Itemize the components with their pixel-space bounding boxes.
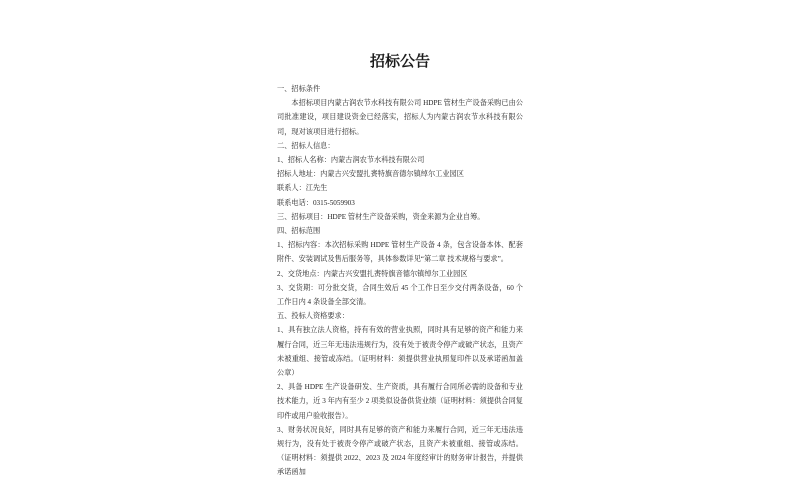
paragraph: 联系人：江先生 [277,184,328,193]
paragraph: 五、投标人资格要求： [277,312,349,321]
paragraph: 四、招标范围 [277,227,321,236]
paragraph: 三、招标项目：HDPE 管材生产设备采购，资金来源为企业自筹。 [277,212,485,221]
paragraph: 3、财务状况良好，同时具有足够的资产和能力来履行合同，近三年无违法违规行为，没有处于被责令停产或破产状态，且资产未被重组、接管或冻结。（证明材料：须提供 2022、2023 及 2024 年度经审计的财务审计报告，并提供承诺函加 [277,425,523,477]
paragraph: 本招标项目内蒙古润农节水科技有限公司 HDPE 管材生产设备采购已由公司批准建设，项目建设资金已经落实，招标人为内蒙古润农节水科技有限公司，现对该项目进行招标。 [277,99,523,136]
tender-announcement-document [277,53,523,480]
document-body [277,82,523,480]
paragraph: 2、交货地点：内蒙古兴安盟扎赉特旗音德尔镇绰尔工业园区 [277,269,468,278]
paragraph: 1、招标内容：本次招标采购 HDPE 管材生产设备 4 条，包含设备本体、配套附件、安装调试及售后服务等，具体参数详见“第二章 技术规格与要求”。 [277,241,523,264]
paragraph: 1、招标人名称：内蒙古润农节水科技有限公司 [277,156,425,165]
paragraph: 2、具备 HDPE 生产设备研发、生产资质，具有履行合同所必需的设备和专业技术能力，近 3 年内有至少 2 项类似设备供货业绩（证明材料：须提供合同复印件或用户验收报告）。 [277,383,523,420]
paragraph: 二、招标人信息： [277,141,335,150]
paragraph: 1、具有独立法人资格，持有有效的营业执照，同时具有足够的资产和能力来履行合同，近三年无违法违规行为，没有处于被责令停产或破产状态，且资产未被重组、接管或冻结。（证明材料：须提供营业执照复印件以及承诺函加盖公章） [277,326,523,378]
paragraph: 招标人地址：内蒙古兴安盟扎赉特旗音德尔镇绰尔工业园区 [277,170,464,179]
paragraph: 联系电话：0315-5059903 [277,198,355,207]
document-title: 招标公告 [369,54,430,70]
paragraph: 3、交货期：可分批交货，合同生效后 45 个工作日至少交付两条设备，60 个工作日内 4 条设备全部交清。 [277,283,523,307]
paragraph: 一、招标条件 [277,85,321,93]
